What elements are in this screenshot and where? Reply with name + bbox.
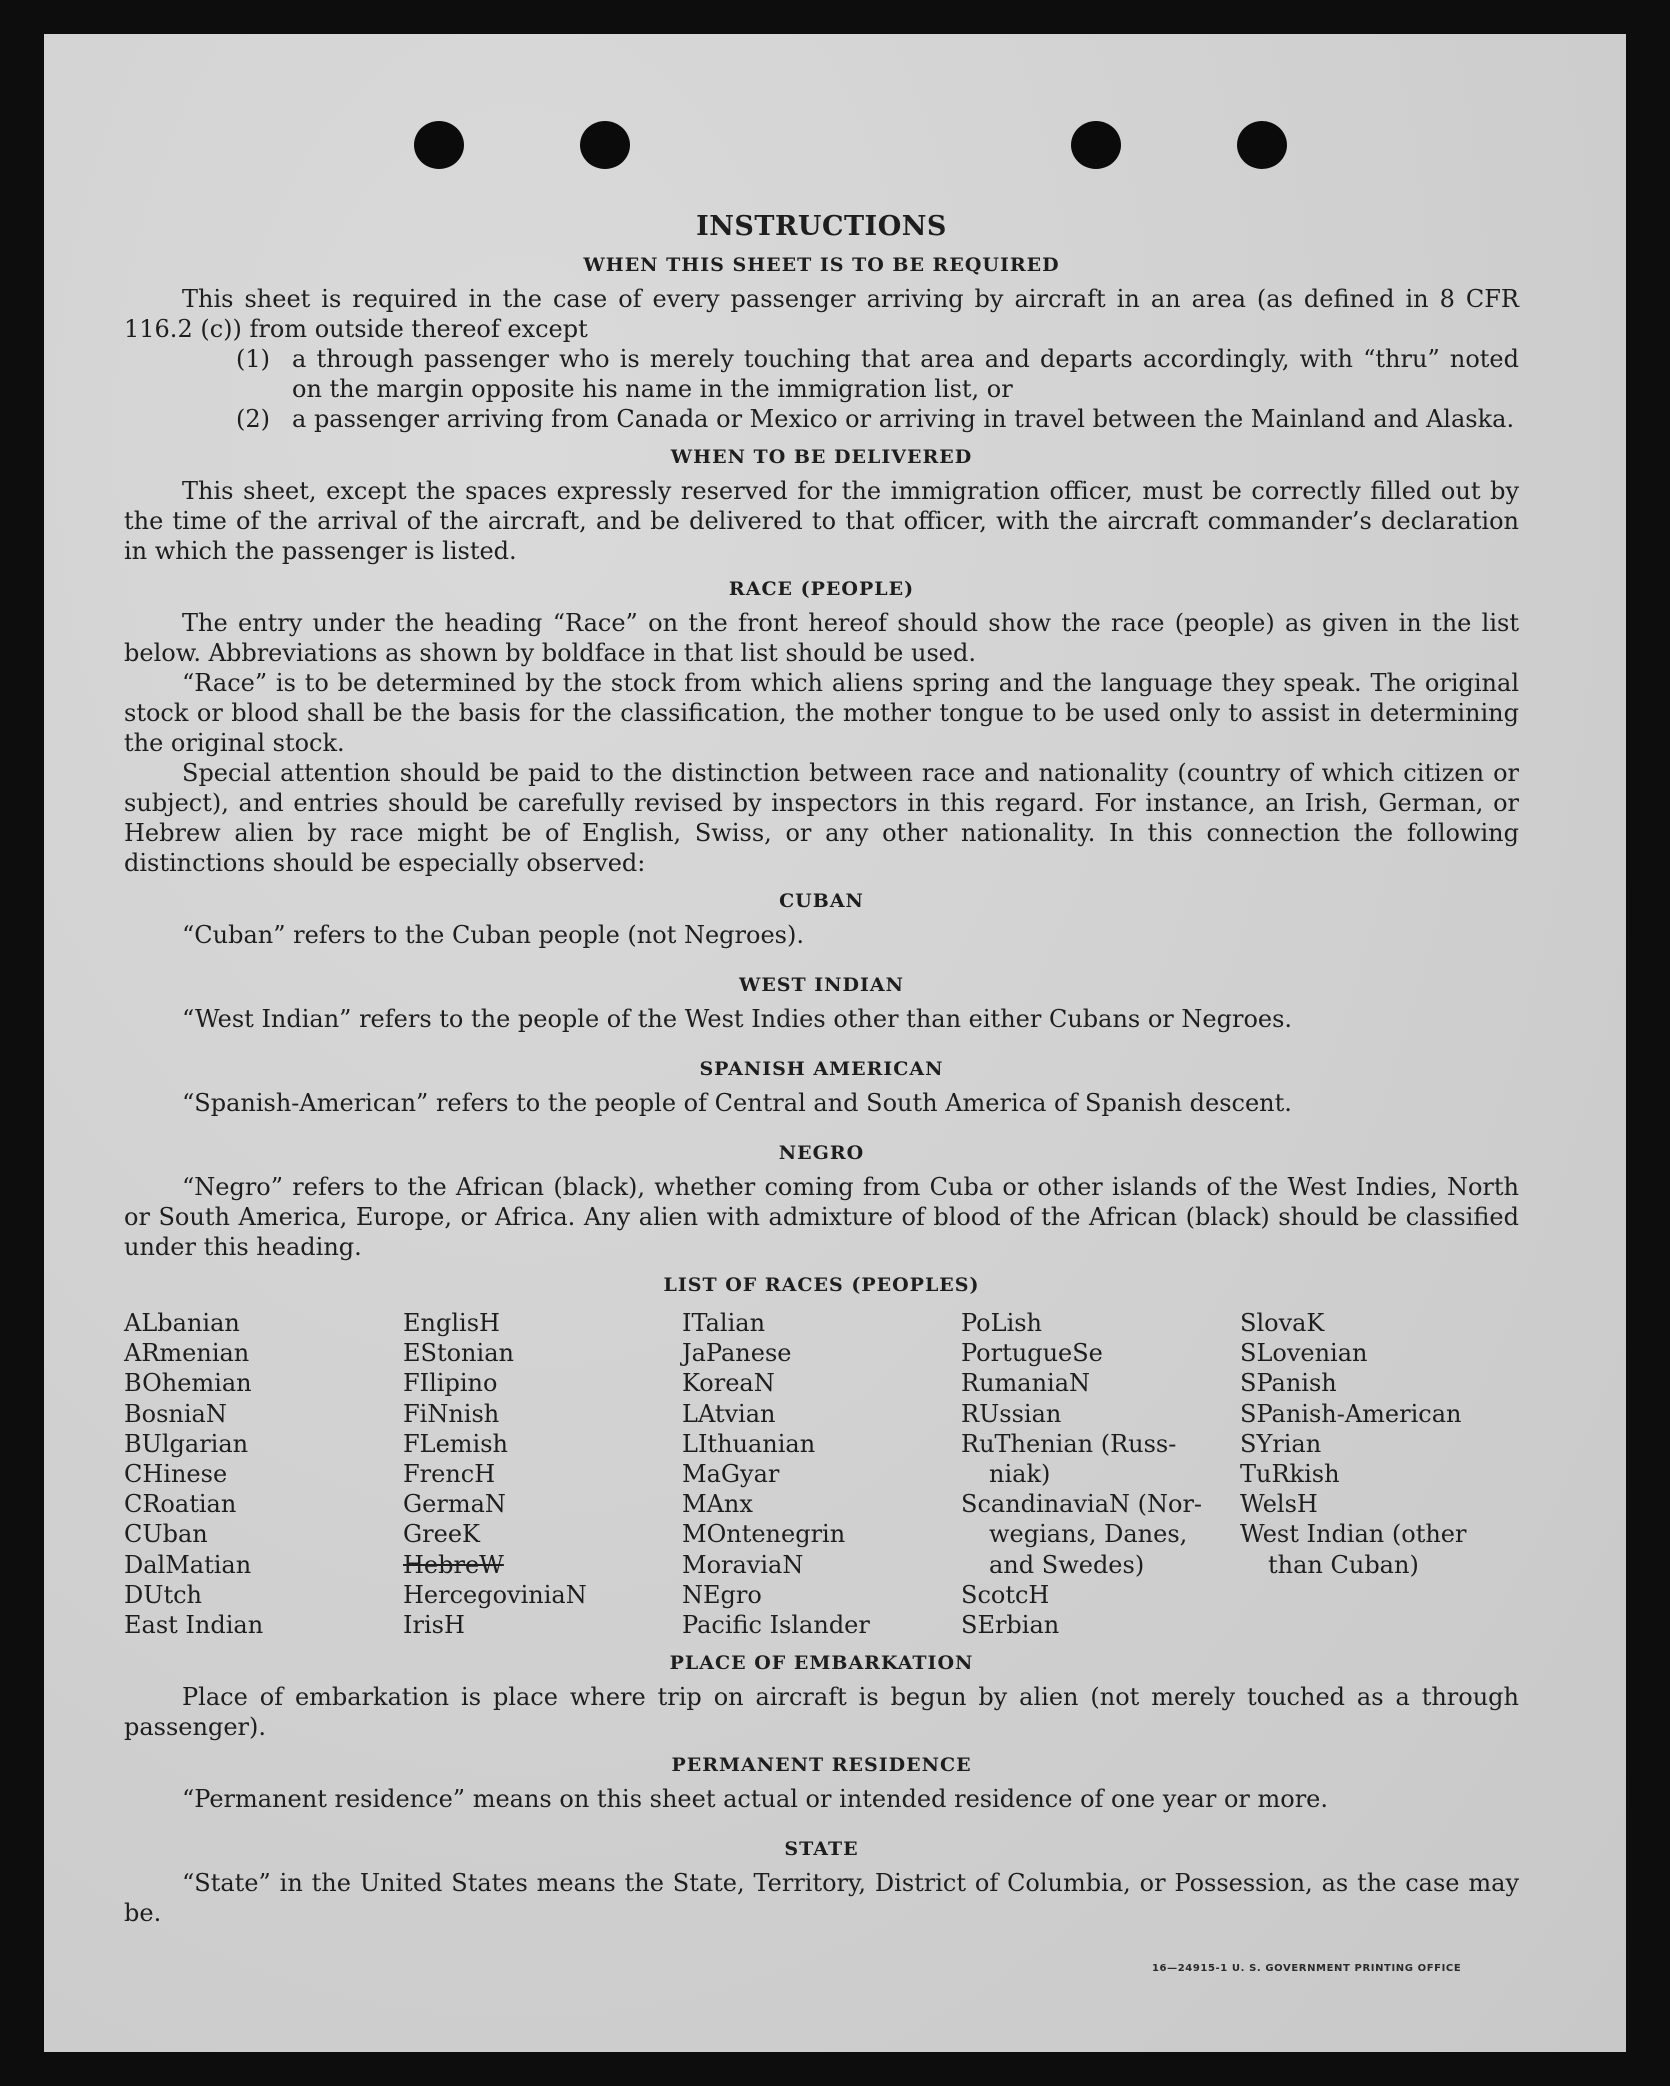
heading-embarkation: PLACE OF EMBARKATION (669, 1652, 974, 1675)
race-entry: FIlipino (403, 1369, 498, 1398)
race-entry: PortugueSe (961, 1339, 1103, 1368)
negro-text: “Negro” refers to the African (black), whether coming from Cuba or other islands of the West Indies, North or South America, Europe, or Africa. Any alien with admixture of blood of the African (black) should be classified under this heading. (124, 1173, 1519, 1261)
heading-race: RACE (PEOPLE) (728, 578, 915, 600)
west-indian-text: “West Indian” refers to the people of the West Indies other than either Cubans or Negroes. (182, 1005, 1293, 1033)
race-entry: BosniaN (124, 1399, 227, 1428)
printer-imprint: 16—24915-1 U. S. GOVERNMENT PRINTING OFFICE (1152, 1963, 1462, 1974)
race-entry: SErbian (961, 1611, 1060, 1640)
item-text: a through passenger who is merely touching that area and departs accordingly, with “thru” noted on the margin opposite his name in the immigration list, or (292, 345, 1519, 403)
race-entry: EnglisH (403, 1309, 500, 1337)
race-entry: SlovaK (1240, 1309, 1325, 1337)
when-required-intro: This sheet is required in the case of every passenger arriving by aircraft in an area (as defined in 8 CFR 116.2 (c)) from outside thereof except (124, 285, 1519, 343)
races-column-1 (124, 1308, 403, 1640)
race-entry: ARmenian (124, 1339, 250, 1368)
race-entry: RumaniaN (961, 1369, 1091, 1398)
item-number: (2) (236, 405, 270, 433)
race-entry: BUlgarian (124, 1429, 249, 1458)
race-entry: ScandinaviaN (Nor- (961, 1490, 1203, 1519)
race-entry-continuation: and Swedes) (989, 1550, 1145, 1579)
list-item (124, 344, 1519, 404)
heading-west-indian: WEST INDIAN (738, 974, 905, 996)
heading-cuban: CUBAN (779, 890, 864, 912)
race-entry: ITalian (682, 1309, 766, 1337)
heading-spanish-american: SPANISH AMERICAN (699, 1058, 944, 1080)
heading-state: STATE (784, 1838, 859, 1861)
race-entry-continuation: than Cuban) (1268, 1550, 1419, 1579)
race-entry: HercegoviniaN (403, 1580, 587, 1609)
heading-permanent-residence: PERMANENT RESIDENCE (671, 1754, 972, 1777)
race-entry: CRoatian (124, 1490, 237, 1519)
form-sheet (44, 34, 1626, 2052)
race-entry: EStonian (403, 1339, 514, 1368)
race-entry-continuation: wegians, Danes, (989, 1520, 1188, 1549)
page-title: INSTRUCTIONS (696, 211, 947, 242)
race-entry: GermaN (403, 1490, 506, 1519)
races-column-5 (1240, 1308, 1519, 1640)
race-entry: FiNnish (403, 1399, 500, 1428)
punch-hole (580, 121, 630, 169)
race-entry: ALbanian (124, 1309, 240, 1337)
race-entry: RUssian (961, 1399, 1062, 1428)
race-entry: RuThenian (Russ- (961, 1429, 1177, 1458)
race-entry: FrencH (403, 1460, 496, 1489)
race-entry: MOntenegrin (682, 1520, 846, 1549)
heading-when-required: WHEN THIS SHEET IS TO BE REQUIRED (583, 254, 1060, 276)
race-paragraph-2: “Race” is to be determined by the stock from which aliens spring and the language they speak. The original stock or blood shall be the basis for the classification, the mother tongue to be used only to assist in determining the original stock. (124, 669, 1519, 757)
when-delivered-text: This sheet, except the spaces expressly reserved for the immigration officer, must be correctly filled out by the time of the arrival of the aircraft, and be delivered to that officer, with the aircraft commander’s declaration in which the passenger is listed. (124, 477, 1519, 565)
race-entry: FLemish (403, 1429, 508, 1458)
race-entry: Pacific Islander (682, 1611, 870, 1640)
race-entry: LIthuanian (682, 1429, 816, 1458)
race-entry: CHinese (124, 1460, 228, 1489)
race-entry: DUtch (124, 1580, 203, 1609)
heading-negro: NEGRO (778, 1142, 865, 1164)
race-entry-continuation: niak) (989, 1460, 1051, 1489)
punch-hole (414, 121, 464, 169)
races-list (124, 1308, 1519, 1640)
embarkation-text: Place of embarkation is place where trip on aircraft is begun by alien (not merely touched as a through passenger). (124, 1683, 1519, 1742)
race-entry: DalMatian (124, 1550, 252, 1579)
race-entry: SPanish-American (1240, 1399, 1462, 1428)
race-entry: East Indian (124, 1611, 264, 1640)
races-column-2 (403, 1308, 682, 1640)
race-entry: MAnx (682, 1490, 753, 1519)
heading-when-delivered: WHEN TO BE DELIVERED (670, 446, 973, 468)
race-entry: PoLish (961, 1309, 1043, 1337)
state-text: “State” in the United States means the State, Territory, District of Columbia, or Possession, as the case may be. (124, 1869, 1519, 1928)
race-entry: JaPanese (682, 1339, 792, 1368)
punch-hole (1071, 121, 1121, 169)
race-paragraph-3: Special attention should be paid to the distinction between race and nationality (country of which citizen or subject), and entries should be carefully revised by inspectors in this regard. For instance, an Irish, German, or Hebrew alien by race might be of English, Swiss, or any other nationality. In this connection the following distinctions should be especially observed: (124, 759, 1519, 877)
race-entry: TuRkish (1240, 1460, 1340, 1489)
item-number: (1) (236, 345, 270, 373)
race-entry: ScotcH (961, 1580, 1050, 1609)
heading-list-of-races: LIST OF RACES (PEOPLES) (663, 1274, 980, 1296)
punch-hole (1237, 121, 1287, 169)
race-entry: BOhemian (124, 1369, 252, 1398)
item-text: a passenger arriving from Canada or Mexico or arriving in travel between the Mainland and Alaska. (292, 405, 1515, 433)
races-column-4 (961, 1308, 1240, 1640)
race-entry: IrisH (403, 1611, 465, 1640)
race-entry: GreeK (403, 1520, 480, 1549)
residence-text: “Permanent residence” means on this sheet actual or intended residence of one year or more. (182, 1785, 1328, 1814)
race-entry: NEgro (682, 1580, 762, 1609)
race-entry: SPanish (1240, 1369, 1337, 1398)
race-entry: CUban (124, 1520, 208, 1549)
instructions-body (124, 212, 1519, 1928)
race-entry: KoreaN (682, 1369, 775, 1398)
race-entry: MoraviaN (682, 1550, 804, 1579)
race-entry-struck: HebreW (403, 1550, 504, 1579)
cuban-text: “Cuban” refers to the Cuban people (not Negroes). (182, 921, 804, 949)
list-item (124, 404, 1519, 434)
race-entry: West Indian (other (1240, 1520, 1467, 1549)
race-entry: LAtvian (682, 1399, 776, 1428)
race-entry: WelsH (1240, 1490, 1318, 1519)
races-column-3 (682, 1308, 961, 1640)
race-entry: SLovenian (1240, 1339, 1368, 1368)
race-paragraph-1: The entry under the heading “Race” on the front hereof should show the race (people) as given in the list below. Abbreviations as shown by boldface in that list should be used. (124, 609, 1519, 667)
spanish-american-text: “Spanish-American” refers to the people of Central and South America of Spanish descent. (182, 1089, 1292, 1117)
race-entry: SYrian (1240, 1429, 1322, 1458)
race-entry: MaGyar (682, 1460, 780, 1489)
